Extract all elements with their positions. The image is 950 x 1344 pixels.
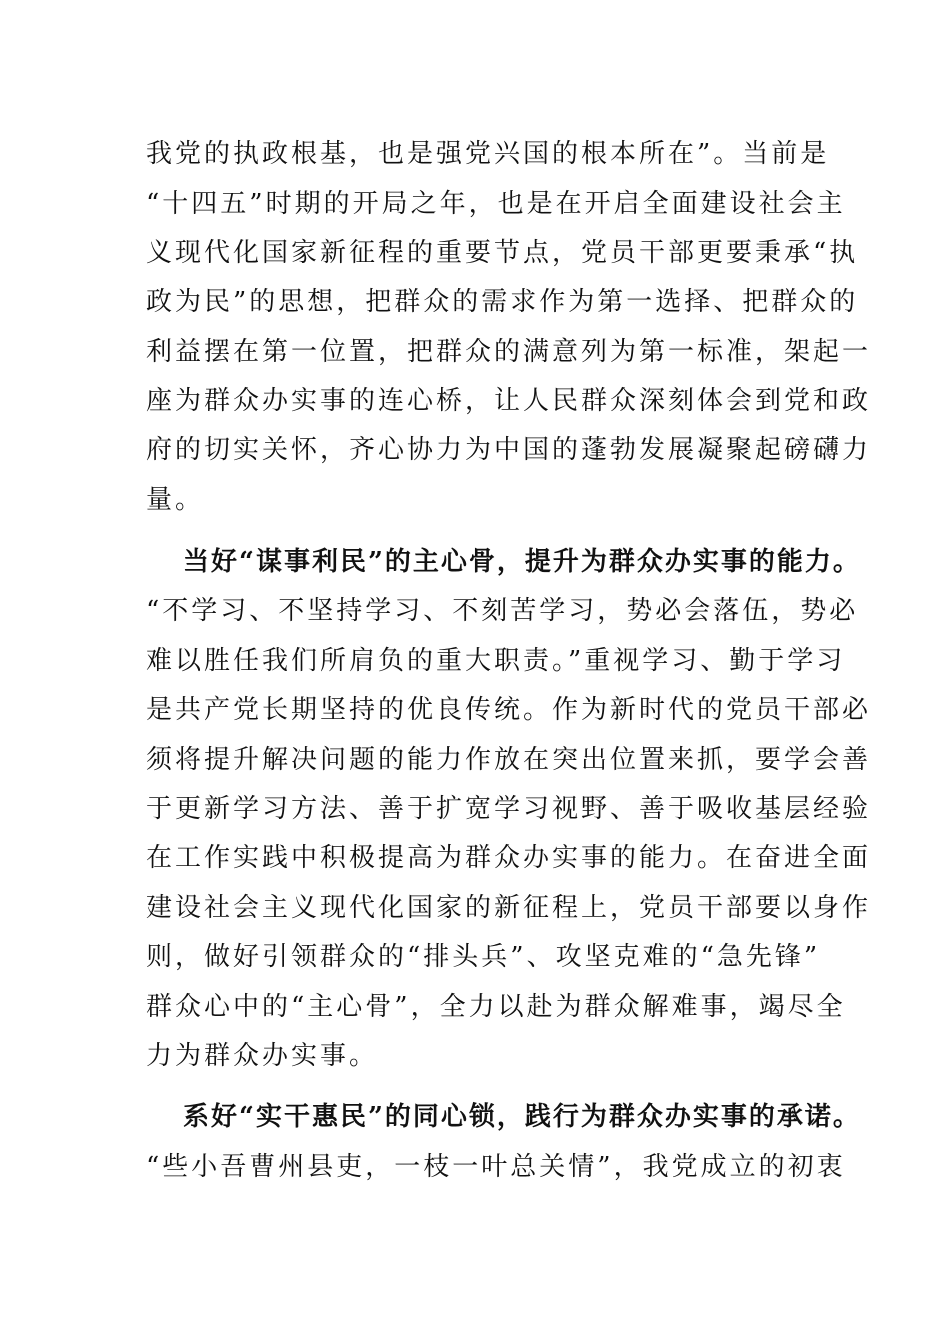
paragraph-2-line-4: 须将提升解决问题的能力作放在突出位置来抓，要学会善 <box>146 745 872 775</box>
paragraph-1-line-4: 政为民”的思想，把群众的需求作为第一选择、把群众的 <box>146 287 859 317</box>
paragraph-3-line-1: “些小吾曹州县吏，一枝一叶总关情”，我党成立的初衷 <box>146 1152 846 1182</box>
paragraph-1-line-5: 利益摆在第一位置，把群众的满意列为第一标准，架起一 <box>146 337 872 367</box>
paragraph-1-line-2: “十四五”时期的开局之年，也是在开启全面建设社会主 <box>146 189 846 219</box>
paragraph-1-line-1: 我党的执政根基，也是强党兴国的根本所在”。当前是 <box>146 139 830 169</box>
paragraph-2-line-6: 在工作实践中积极提高为群众办实事的能力。在奋进全面 <box>146 843 872 873</box>
paragraph-2-line-7: 建设社会主义现代化国家的新征程上，党员干部要以身作 <box>146 893 872 923</box>
section-heading-3: 系好“实干惠民”的同心锁，践行为群众办实事的承诺。 <box>183 1102 861 1132</box>
paragraph-1-line-8: 量。 <box>146 485 205 515</box>
paragraph-1-line-3: 义现代化国家新征程的重要节点，党员干部更要秉承“执 <box>146 238 859 268</box>
paragraph-2-line-3: 是共产党长期坚持的优良传统。作为新时代的党员干部必 <box>146 695 872 725</box>
paragraph-1-line-7: 府的切实关怀，齐心协力为中国的蓬勃发展凝聚起磅礴力 <box>146 435 872 465</box>
paragraph-2-line-8: 则，做好引领群众的“排头兵”、攻坚克难的“急先锋” <box>146 942 821 972</box>
paragraph-1-line-6: 座为群众办实事的连心桥，让人民群众深刻体会到党和政 <box>146 386 872 416</box>
paragraph-2-line-2: 难以胜任我们所肩负的重大职责。”重视学习、勤于学习 <box>146 646 846 676</box>
paragraph-2-line-9: 群众心中的“主心骨”，全力以赴为群众解难事，竭尽全 <box>146 992 846 1022</box>
paragraph-2-line-5: 于更新学习方法、善于扩宽学习视野、善于吸收基层经验 <box>146 794 872 824</box>
section-heading-2: 当好“谋事利民”的主心骨，提升为群众办实事的能力。 <box>183 547 861 577</box>
paragraph-2-line-10: 力为群众办实事。 <box>146 1041 379 1071</box>
paragraph-2-line-1: “不学习、不坚持学习、不刻苦学习，势必会落伍，势必 <box>146 596 859 626</box>
